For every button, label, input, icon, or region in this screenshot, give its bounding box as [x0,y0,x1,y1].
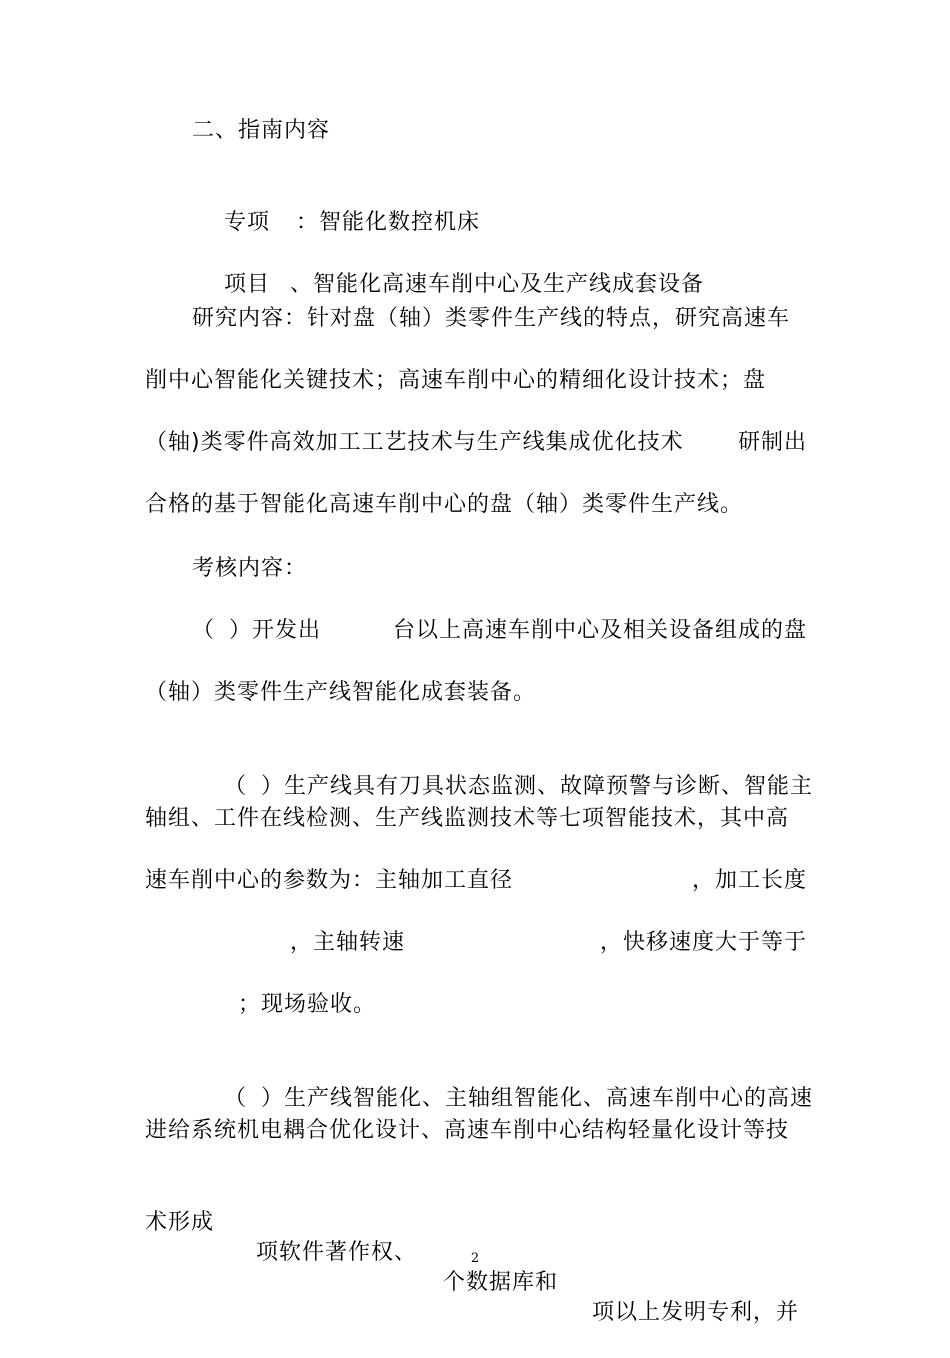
item2-line-4-a: ，主轴转速 [290,930,406,955]
item2-line-3-a: 速车削中心的参数为：主轴加工直径 [145,868,514,893]
item3-text: ）生产线智能化、主轴组智能化、高速车削中心的高速 [261,1086,814,1111]
section-heading: 二、指南内容 [192,118,331,143]
item2-line-3 [145,866,807,896]
item3-line-3-d: 项以上发明专利，并 [592,1300,800,1325]
item1-paren-open: （ [192,618,216,643]
item3-line-3-b: 项软件著作权、 [256,1240,418,1265]
item3-line-2: 进给系统机电耦合优化设计、高速车削中心结构轻量化设计等技 [145,1118,790,1143]
project-text: 、智能化高速车削中心及生产线成套设备 [290,272,705,297]
research-line-3-a: （轴)类零件高效加工工艺技术与生产线集成优化技术 [145,430,684,455]
project-label: 项目 [223,272,270,297]
item2-line-3-b: ，加工长度 [691,868,807,893]
item2-text: ）生产线具有刀具状态监测、故障预警与诊断、智能主 [261,774,814,799]
research-line-3 [145,428,807,458]
assessment-heading: 考核内容： [192,556,308,581]
research-line-4: 合格的基于智能化高速车削中心的盘（轴）类零件生产线。 [145,492,744,517]
special-project-label: 专项 [223,210,270,235]
item2-line-5: ；现场验收。 [238,992,377,1017]
item1-text-a: ）开发出 [229,618,322,643]
item3-line-3-a: 术形成 [145,1210,215,1235]
special-project-text: ：智能化数控机床 [296,210,481,235]
item2-line-2: 轴组、工件在线检测、生产线监测技术等七项智能技术，其中高 [145,806,790,831]
item2-paren-open: （ [223,774,247,799]
research-line-2: 削中心智能化关键技术；高速车削中心的精细化设计技术；盘 [145,368,767,393]
item1-line-1 [192,616,807,646]
research-line-3-b: 研制出 [737,430,807,455]
item3-line-3-c: 个数据库和 [443,1270,559,1295]
item1-paren [192,616,321,646]
item1-line-2: （轴）类零件生产线智能化成套装备。 [145,680,537,705]
item2-line-4-b: ，快移速度大于等于 [599,930,807,955]
research-line-1: 研究内容：针对盘（轴）类零件生产线的特点，研究高速车 [192,306,791,331]
item3-line-3 [145,1178,800,1358]
item2-line-4 [290,928,807,958]
item1-text-b: 台以上高速车削中心及相关设备组成的盘 [392,618,807,643]
page-number: 2 [470,1251,480,1266]
item3-paren-open: （ [223,1086,247,1111]
